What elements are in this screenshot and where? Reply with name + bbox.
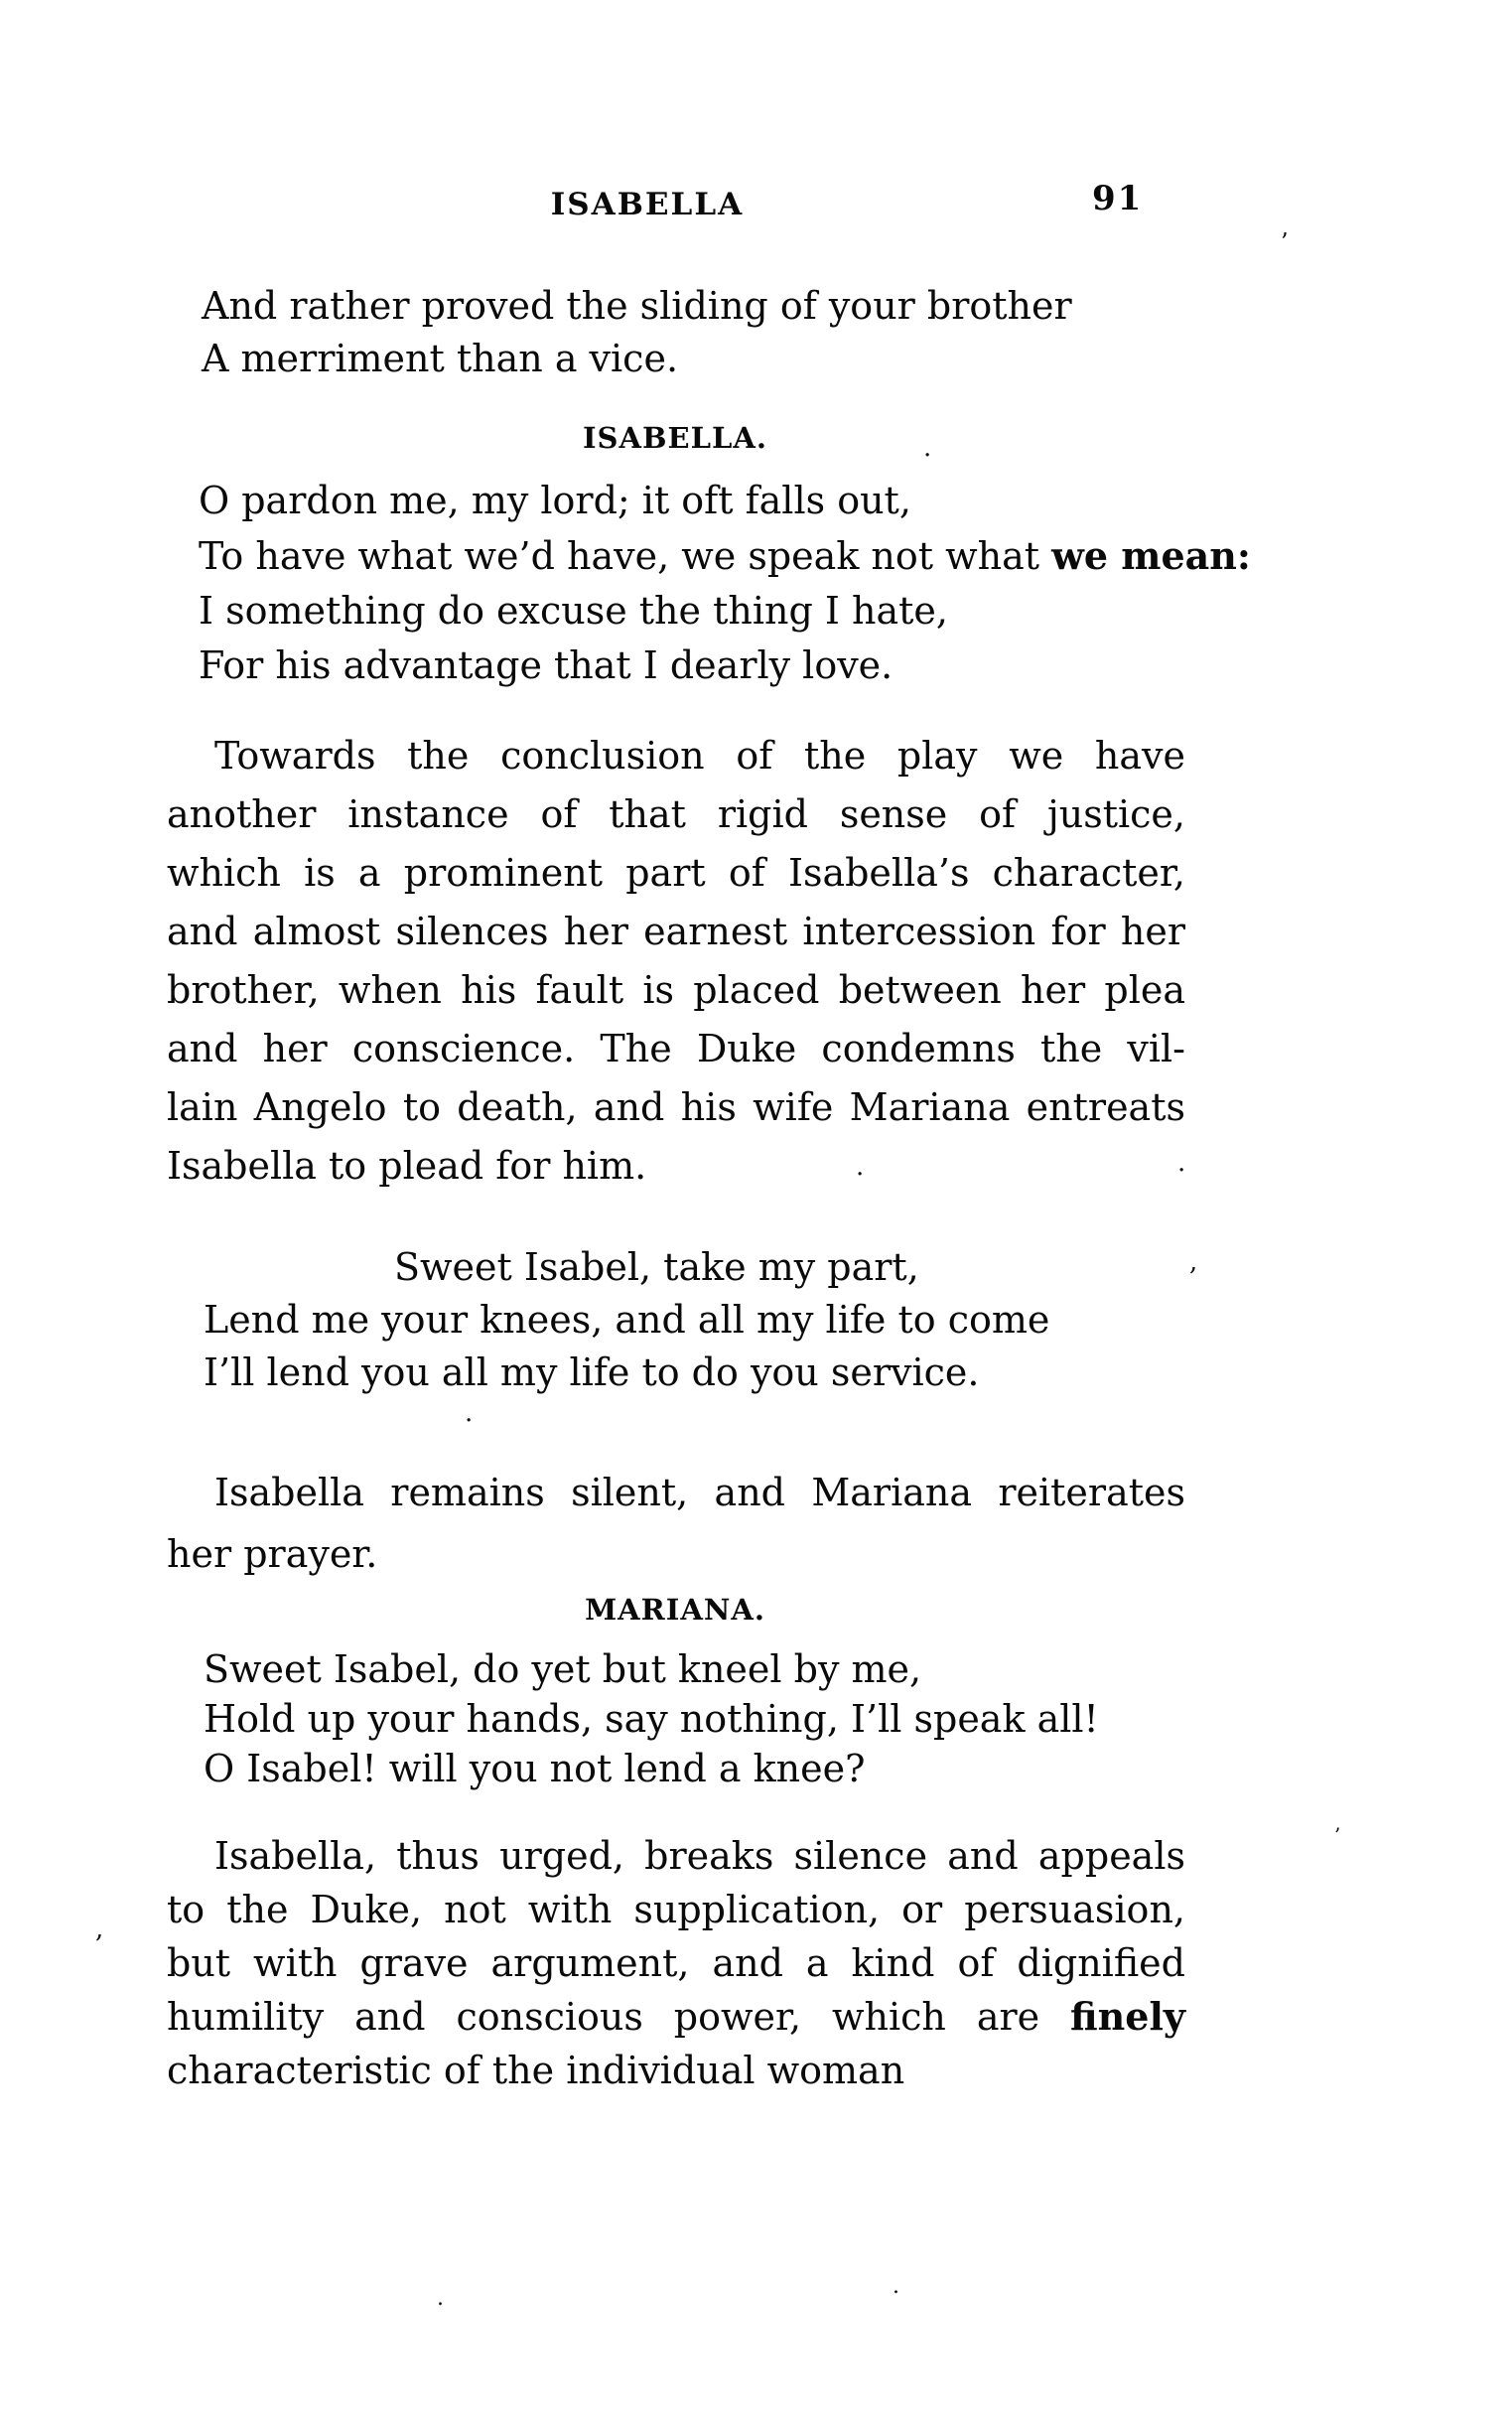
prose-line: and her conscience. The Duke condemns the vil- [167,1027,1185,1070]
prose-line: to the Duke, not with supplication, or persuasion, [167,1888,1185,1931]
prose-line: Isabella, thus urged, breaks silence and appeals [214,1834,1185,1878]
ink-speck: . [1177,1148,1186,1178]
verse-line: O pardon me, my lord; it oft falls out, [199,479,911,522]
ink-speck: . [437,2286,444,2311]
prose-line: another instance of that rigid sense of justice, [167,792,1185,836]
verse-line: A merriment than a vice. [202,337,679,380]
page-number: 91 [1092,179,1144,218]
verse-line: I’ll lend you all my life to do you service. [204,1350,980,1394]
verse-line: O Isabel! will you not lend a knee? [204,1747,866,1790]
commentary-paragraph-2 [167,1462,1185,1585]
prose-line: Isabella to plead for him. [167,1144,647,1188]
verse-quote-mariana-1 [204,1241,1049,1399]
prose-line [167,1990,1185,2044]
ink-speck: ’ [1281,228,1289,256]
running-head: ISABELLA [550,187,745,222]
prose-line-text: humility and conscious power, which are [167,1995,1071,2039]
verse-line: Lend me your knees, and all my life to come [204,1298,1050,1342]
prose-line-bold-text: finely [1070,1994,1185,2039]
verse-quote-duke [202,280,1072,385]
prose-line: characteristic of the individual woman [167,2049,905,2092]
prose-line: brother, when his fault is placed between her plea [167,968,1185,1012]
verse-quote-isabella [199,474,1251,693]
verse-line-bold-text: we mean: [1051,533,1251,578]
prose-line: but with grave argument, and a kind of dignified [167,1941,1185,1985]
prose-line: Isabella remains silent, and Mariana reiterates [214,1471,1185,1514]
speaker-heading-isabella: ISABELLA. [582,421,767,455]
ink-speck: . [465,1398,474,1428]
prose-line: lain Angelo to death, and his wife Mariana entreats [167,1085,1185,1129]
ink-speck: . [923,433,932,463]
verse-quote-mariana-2 [204,1644,1099,1793]
ink-speck: ’ [1334,1823,1341,1847]
verse-line: For his advantage that I dearly love. [199,643,893,687]
ink-speck: . [856,1152,865,1182]
ink-speck: , [1189,1247,1198,1277]
verse-line: Sweet Isabel, do yet but kneel by me, [204,1647,922,1691]
ink-speck: , [95,1915,104,1944]
prose-line: her prayer. [167,1532,378,1576]
prose-line: which is a prominent part of Isabella’s character, [167,851,1185,895]
ink-speck: . [893,2274,899,2299]
prose-line: and almost silences her earnest intercession for her [167,910,1185,953]
prose-line: Towards the conclusion of the play we have [214,734,1185,778]
verse-line: Sweet Isabel, take my part, [394,1245,919,1289]
verse-line: I something do excuse the thing I hate, [199,589,948,633]
speaker-heading-mariana: MARIANA. [585,1593,765,1627]
verse-line: And rather proved the sliding of your brother [202,284,1072,328]
commentary-paragraph-3 [167,1829,1185,2097]
verse-line [199,528,1251,584]
commentary-paragraph-1 [167,727,1185,1196]
verse-line: Hold up your hands, say nothing, I’ll speak all! [204,1697,1099,1741]
verse-line-text: To have what we’d have, we speak not what [199,534,1052,578]
